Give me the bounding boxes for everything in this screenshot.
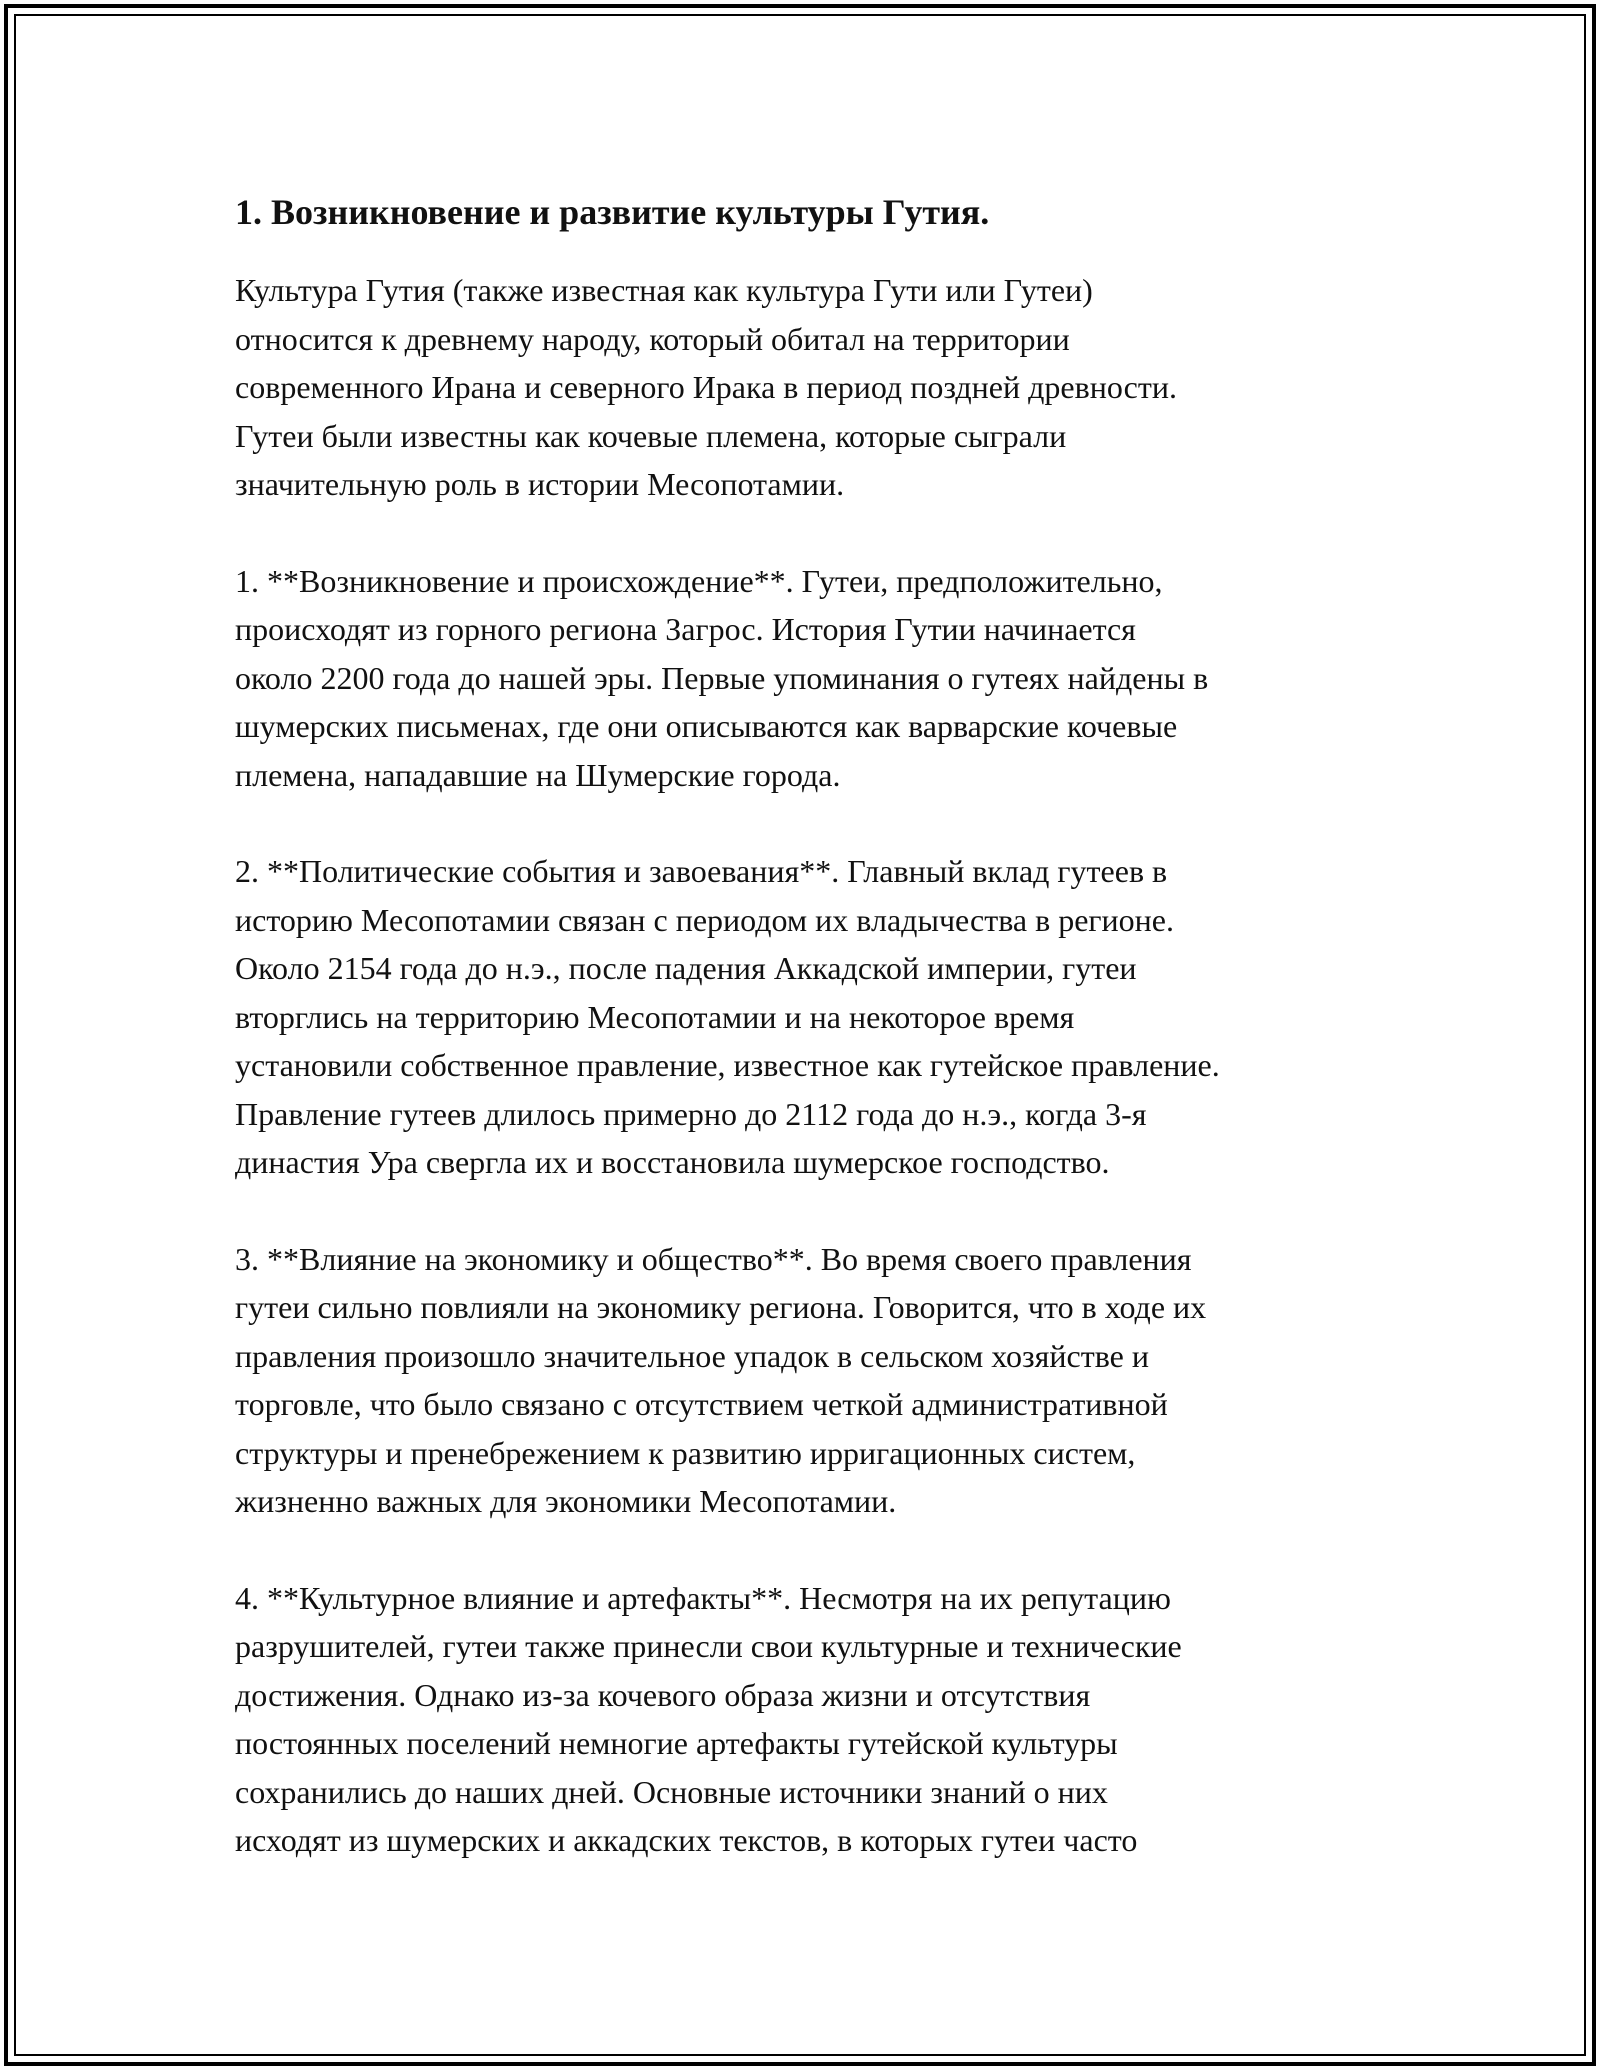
text-line: династия Ура свергла их и восстановила шумерское господство. (235, 1144, 1110, 1180)
text-line: сохранились до наших дней. Основные источники знаний о них (235, 1773, 1108, 1810)
intro-paragraph (235, 266, 1375, 509)
text-line: около 2200 года до нашей эры. Первые упоминания о гутеях найдены в (235, 659, 1209, 696)
text-line: установили собственное правление, известное как гутейское правление. (235, 1047, 1220, 1083)
text-line: племена, нападавшие на Шумерские города. (235, 756, 841, 793)
text-line: Гутеи были известны как кочевые племена, которые сыграли (235, 417, 1067, 454)
text-line: торговле, что было связано с отсутствием четкой административной (235, 1386, 1168, 1422)
text-line: 1. **Возникновение и происхождение**. Гутеи, предположительно, (235, 562, 1163, 599)
origin-paragraph (235, 557, 1375, 800)
text-line: историю Месопотамии связан с периодом их владычества в регионе. (235, 901, 1174, 938)
text-line: происходят из горного региона Загрос. История Гутии начинается (235, 611, 1136, 647)
text-line: вторглись на территорию Месопотамии и на некоторое время (235, 998, 1075, 1035)
text-line: 3. **Влияние на экономику и общество**. Во время своего правления (235, 1240, 1192, 1277)
text-line: гутеи сильно повлияли на экономику региона. Говорится, что в ходе их (235, 1289, 1207, 1325)
text-line: значительную роль в истории Месопотамии. (235, 466, 845, 502)
politics-paragraph (235, 847, 1375, 1187)
text-line: современного Ирана и северного Ирака в период поздней древности. (235, 369, 1177, 405)
text-line: постоянных поселений немногие артефакты гутейской культуры (235, 1725, 1118, 1761)
text-line: разрушителей, гутеи также принесли свои культурные и технические (235, 1628, 1182, 1664)
text-line: 2. **Политические события и завоевания**. Главный вклад гутеев в (235, 853, 1168, 889)
text-line: 4. **Культурное влияние и артефакты**. Несмотря на их репутацию (235, 1579, 1171, 1616)
section-heading: 1. Возникновение и развитие культуры Гутия. (235, 192, 990, 232)
text-line: Правление гутеев длилось примерно до 2112 года до н.э., когда 3-я (235, 1095, 1147, 1132)
culture-paragraph (235, 1574, 1375, 1865)
text-line: Культура Гутия (также известная как культура Гути или Гутеи) (235, 272, 1093, 308)
text-line: правления произошло значительное упадок в сельском хозяйстве и (235, 1337, 1149, 1374)
text-line: шумерских письменах, где они описываются как варварские кочевые (235, 708, 1178, 744)
economy-paragraph (235, 1235, 1375, 1526)
text-line: относится к древнему народу, который обитал на территории (235, 320, 1070, 357)
text-line: Около 2154 года до н.э., после падения Аккадской империи, гутеи (235, 950, 1137, 986)
document-body (235, 188, 1375, 1913)
text-line: достижения. Однако из-за кочевого образа жизни и отсутствия (235, 1676, 1091, 1713)
text-line: структуры и пренебрежением к развитию ирригационных систем, (235, 1434, 1136, 1471)
text-line: жизненно важных для экономики Месопотамии. (235, 1483, 897, 1519)
text-line: исходят из шумерских и аккадских текстов, в которых гутеи часто (235, 1822, 1138, 1858)
